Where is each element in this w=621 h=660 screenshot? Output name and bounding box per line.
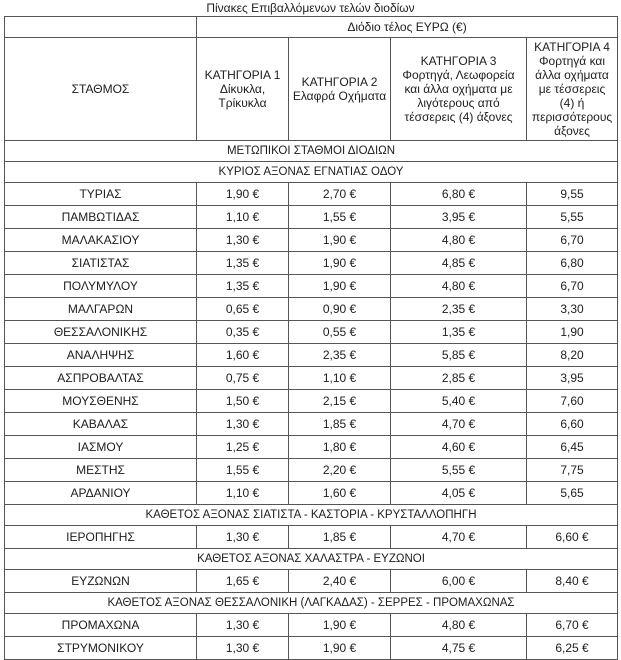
toll-category-3: 4,80 € (391, 614, 527, 637)
station-name: ΠΡΟΜΑΧΩΝΑ (5, 614, 197, 637)
toll-category-3: 4,85 € (391, 252, 527, 275)
toll-category-3: 5,85 € (391, 344, 527, 367)
section-title: ΚΥΡΙΟΣ ΑΞΟΝΑΣ ΕΓΝΑΤΙΑΣ ΟΔΟΥ (5, 162, 618, 183)
toll-category-3: 5,40 € (391, 390, 527, 413)
frontal-stations-label: ΜΕΤΩΠΙΚΟΙ ΣΤΑΘΜΟΙ ΔΙΟΔΙΩΝ (5, 141, 618, 162)
toll-category-1: 0,35 € (197, 321, 289, 344)
section-title: ΚΑΘΕΤΟΣ ΑΞΟΝΑΣ ΧΑΛΑΣΤΡΑ - ΕΥΖΩΝΟΙ (5, 549, 618, 570)
toll-category-2: 1,55 € (289, 206, 391, 229)
station-name: ΣΙΑΤΙΣΤΑΣ (5, 252, 197, 275)
column-header-row (5, 38, 618, 141)
table-row (5, 570, 618, 593)
station-name: ΣΤΡΥΜΟΝΙΚΟΥ (5, 637, 197, 660)
station-name: ΜΕΣΤΗΣ (5, 459, 197, 482)
table-row (5, 321, 618, 344)
unit-header-blank (5, 17, 197, 38)
toll-category-2: 1,10 € (289, 367, 391, 390)
section-header-row (5, 593, 618, 614)
station-name: ΕΥΖΩΝΩΝ (5, 570, 197, 593)
toll-category-3: 4,80 € (391, 229, 527, 252)
toll-category-2: 1,85 € (289, 413, 391, 436)
column-header-category-3: ΚΑΤΗΓΟΡΙΑ 3 Φορτηγά, Λεωφορεία και άλλα οχήματα με λιγότερους από τέσσερεις (4) άξονες (391, 38, 527, 141)
table-row (5, 459, 618, 482)
table-row (5, 298, 618, 321)
toll-category-4: 1,90 (527, 321, 618, 344)
toll-category-4: 9,55 (527, 183, 618, 206)
section-title: ΚΑΘΕΤΟΣ ΑΞΟΝΑΣ ΣΙΑΤΙΣΤΑ - ΚΑΣΤΟΡΙΑ - ΚΡΥΣΤΑΛΛΟΠΗΓΗ (5, 505, 618, 526)
toll-category-4: 3,95 (527, 367, 618, 390)
column-header-category-2: ΚΑΤΗΓΟΡΙΑ 2 Ελαφρά Οχήματα (289, 38, 391, 141)
section-header-row (5, 549, 618, 570)
table-row (5, 367, 618, 390)
toll-category-4: 6,80 (527, 252, 618, 275)
toll-category-3: 4,05 € (391, 482, 527, 505)
station-name: ΑΣΠΡΟΒΑΛΤΑΣ (5, 367, 197, 390)
toll-category-1: 1,30 € (197, 637, 289, 660)
toll-category-3: 6,00 € (391, 570, 527, 593)
toll-category-1: 1,10 € (197, 206, 289, 229)
toll-category-2: 2,20 € (289, 459, 391, 482)
unit-header: Διόδιο τέλος ΕΥΡΩ (€) (197, 17, 618, 38)
table-row (5, 482, 618, 505)
toll-category-2: 1,80 € (289, 436, 391, 459)
toll-category-2: 1,90 € (289, 637, 391, 660)
toll-category-3: 4,80 € (391, 275, 527, 298)
toll-category-4: 8,40 € (527, 570, 618, 593)
table-row (5, 614, 618, 637)
toll-category-1: 1,50 € (197, 390, 289, 413)
toll-category-1: 1,90 € (197, 183, 289, 206)
toll-category-1: 1,65 € (197, 570, 289, 593)
table-caption: Πίνακες Επιβαλλόμενων τελών διοδίων (206, 1, 415, 15)
toll-category-1: 1,55 € (197, 459, 289, 482)
toll-category-4: 6,60 € (527, 526, 618, 549)
column-header-category-1: ΚΑΤΗΓΟΡΙΑ 1 Δίκυκλα, Τρίκυκλα (197, 38, 289, 141)
table-row (5, 344, 618, 367)
toll-category-2: 2,35 € (289, 344, 391, 367)
toll-category-3: 4,75 € (391, 637, 527, 660)
toll-category-2: 1,90 € (289, 229, 391, 252)
station-name: ΠΟΛΥΜΥΛΟΥ (5, 275, 197, 298)
toll-category-1: 0,65 € (197, 298, 289, 321)
toll-category-3: 1,35 € (391, 321, 527, 344)
frontal-stations-row (5, 141, 618, 162)
toll-category-3: 4,60 € (391, 436, 527, 459)
section-header-row (5, 505, 618, 526)
toll-category-2: 2,70 € (289, 183, 391, 206)
table-row (5, 229, 618, 252)
toll-category-1: 1,10 € (197, 482, 289, 505)
station-name: ΤΥΡΙΑΣ (5, 183, 197, 206)
toll-category-3: 6,80 € (391, 183, 527, 206)
table-row (5, 275, 618, 298)
toll-category-4: 6,60 (527, 413, 618, 436)
station-name: ΑΡΔΑΝΙΟΥ (5, 482, 197, 505)
table-row (5, 526, 618, 549)
toll-category-1: 1,30 € (197, 229, 289, 252)
toll-category-3: 2,85 € (391, 367, 527, 390)
toll-category-4: 8,20 (527, 344, 618, 367)
station-name: ΙΕΡΟΠΗΓΗΣ (5, 526, 197, 549)
toll-category-4: 6,70 (527, 275, 618, 298)
toll-category-1: 1,30 € (197, 413, 289, 436)
toll-category-1: 1,30 € (197, 526, 289, 549)
toll-category-1: 1,35 € (197, 275, 289, 298)
station-name: ΜΟΥΣΘΕΝΗΣ (5, 390, 197, 413)
table-row (5, 252, 618, 275)
toll-category-3: 2,35 € (391, 298, 527, 321)
toll-category-1: 1,60 € (197, 344, 289, 367)
toll-category-4: 6,25 € (527, 637, 618, 660)
toll-rates-table (4, 16, 618, 660)
column-header-station: ΣΤΑΘΜΟΣ (5, 38, 197, 141)
toll-category-1: 1,25 € (197, 436, 289, 459)
station-name: ΠΑΜΒΩΤΙΔΑΣ (5, 206, 197, 229)
station-name: ΑΝΑΛΗΨΗΣ (5, 344, 197, 367)
toll-category-4: 6,70 (527, 229, 618, 252)
table-row (5, 413, 618, 436)
toll-category-4: 3,30 (527, 298, 618, 321)
toll-category-1: 0,75 € (197, 367, 289, 390)
toll-category-4: 6,70 € (527, 614, 618, 637)
table-row (5, 183, 618, 206)
table-row (5, 390, 618, 413)
toll-category-2: 1,85 € (289, 526, 391, 549)
column-header-category-4: ΚΑΤΗΓΟΡΙΑ 4 Φορτηγά και άλλα οχήματα με τέσσερεις (4) ή περισσότερους άξονες (527, 38, 618, 141)
toll-category-2: 1,90 € (289, 252, 391, 275)
toll-category-4: 7,60 (527, 390, 618, 413)
station-name: ΜΑΛΓΑΡΩΝ (5, 298, 197, 321)
table-row (5, 206, 618, 229)
toll-category-3: 3,95 € (391, 206, 527, 229)
unit-header-row (5, 17, 618, 38)
section-title: ΚΑΘΕΤΟΣ ΑΞΟΝΑΣ ΘΕΣΣΑΛΟΝΙΚΗ (ΛΑΓΚΑΔΑΣ) - ΣΕΡΡΕΣ - ΠΡΟΜΑΧΩΝΑΣ (5, 593, 618, 614)
toll-category-3: 4,70 € (391, 413, 527, 436)
toll-category-2: 1,90 € (289, 275, 391, 298)
toll-category-3: 5,55 € (391, 459, 527, 482)
toll-category-1: 1,30 € (197, 614, 289, 637)
toll-category-1: 1,35 € (197, 252, 289, 275)
station-name: ΘΕΣΣΑΛΟΝΙΚΗΣ (5, 321, 197, 344)
table-row (5, 436, 618, 459)
toll-category-2: 0,55 € (289, 321, 391, 344)
toll-category-4: 6,45 (527, 436, 618, 459)
toll-category-2: 0,90 € (289, 298, 391, 321)
table-row (5, 637, 618, 660)
station-name: ΙΑΣΜΟΥ (5, 436, 197, 459)
toll-category-4: 5,65 (527, 482, 618, 505)
toll-category-2: 1,60 € (289, 482, 391, 505)
section-header-row (5, 162, 618, 183)
station-name: ΜΑΛΑΚΑΣΙΟΥ (5, 229, 197, 252)
toll-category-2: 2,40 € (289, 570, 391, 593)
toll-category-2: 1,90 € (289, 614, 391, 637)
station-name: ΚΑΒΑΛΑΣ (5, 413, 197, 436)
toll-category-3: 4,70 € (391, 526, 527, 549)
toll-category-4: 5,55 (527, 206, 618, 229)
toll-category-2: 2,15 € (289, 390, 391, 413)
toll-category-4: 7,75 (527, 459, 618, 482)
